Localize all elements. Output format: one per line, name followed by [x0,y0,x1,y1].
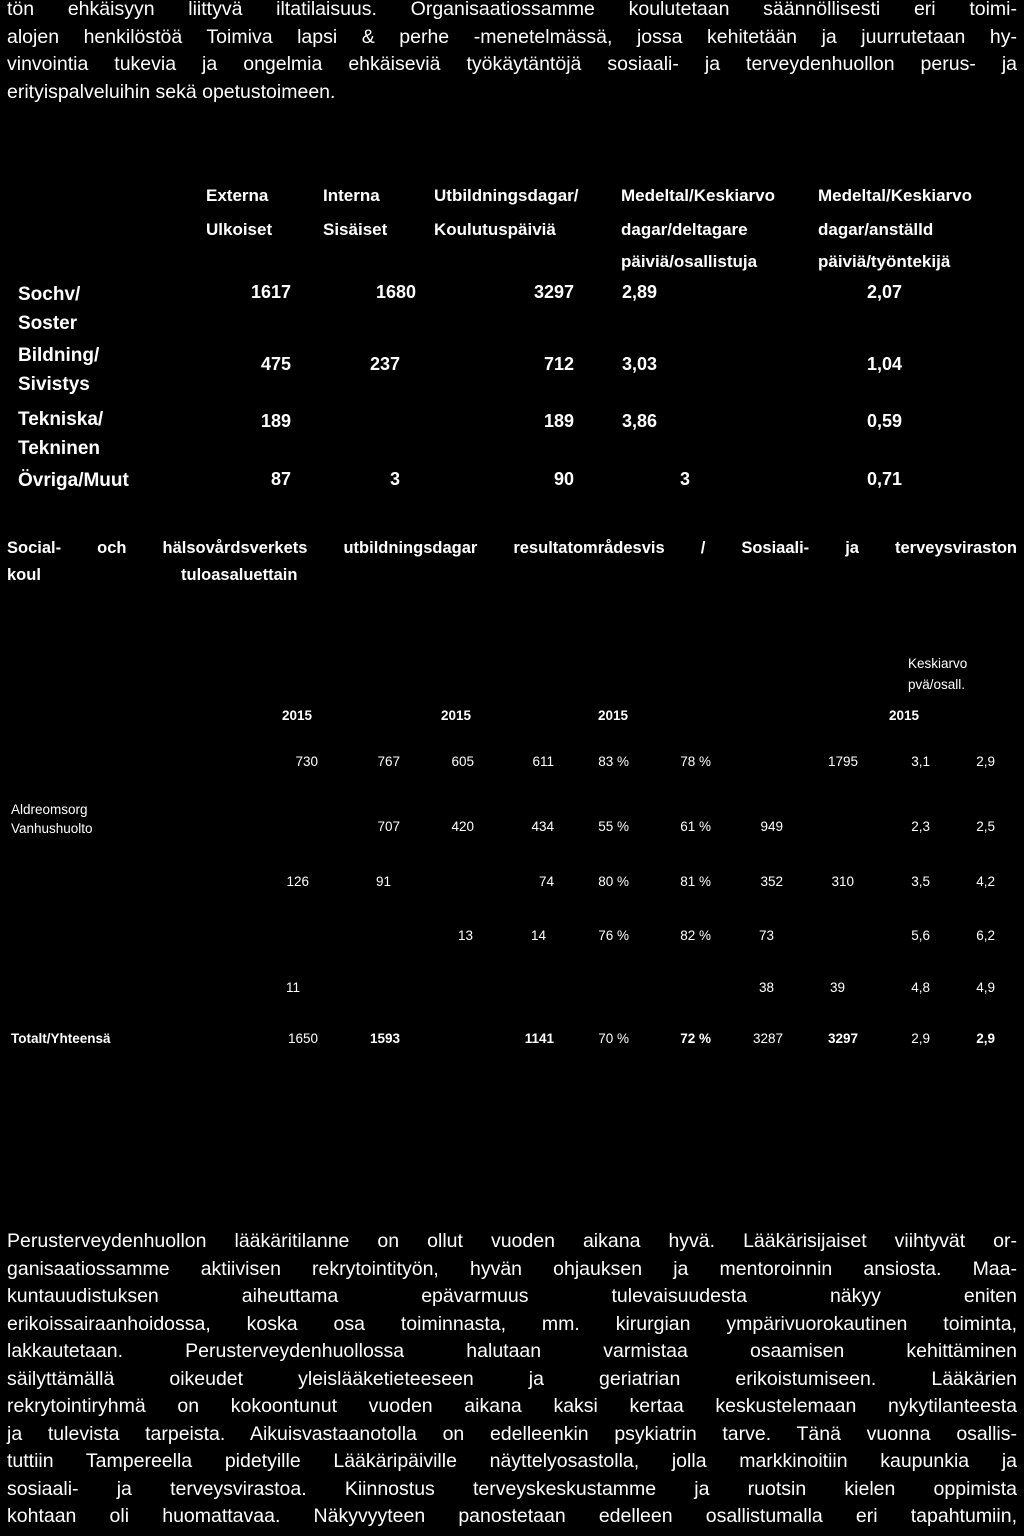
outro-line: rekrytointiryhmä on kokoontunut vuoden aikana kaksi kertaa keskustelemaan nykytilanteesta [7,1395,1017,1417]
t2-cell: 949 [760,819,783,834]
t2-cell: 76 % [598,928,629,943]
outro-paragraph [7,1228,1017,1531]
t2-cell: 126 [286,874,309,889]
cell-interna: 3 [389,469,400,489]
cell-externa: 475 [260,354,291,374]
outro-line: tuttiin Tampereella pidetyille Lääkäripäiville näyttelyosastolla, jolla markkinoitiin kaupunkia ja [7,1450,1017,1472]
t2-cell: 611 [532,754,554,769]
t2-cell: 2,5 [976,819,995,834]
cell-per-anstalld: 0,71 [867,469,903,489]
t2-cell: 3,5 [911,874,930,889]
t2-total-cell: 70 % [598,1031,629,1046]
t2-total-cell: 3297 [827,1031,858,1046]
t2-cell: 4,2 [976,874,995,889]
t2-total-cell: 1593 [369,1031,400,1046]
outro-line: Perusterveydenhuollon lääkäritilanne on ollut vuoden aikana hyvä. Lääkärisijaiset viihtyvät or- [7,1230,1017,1252]
t2-total-cell: 3287 [752,1031,783,1046]
cell-per-deltagare: 3 [680,469,691,489]
cell-externa: 1617 [250,282,291,302]
intro-paragraph [7,0,1017,106]
outro-line: kuntauudistuksen aiheuttama epävarmuus tulevaisuudesta näkyy eniten [7,1285,1017,1307]
row-label-tekniska: Tekniska/ Tekninen [18,409,104,459]
intro-line: alojen henkilöstöä Toimiva lapsi & perhe -menetelmässä, jossa kehitetään ja juurrutetaan hy- [7,25,1017,48]
t2-cell: 74 [538,874,554,889]
t2-cell: 4,8 [911,980,930,995]
t2-cell: 1795 [827,754,858,769]
t2-cell: 82 % [680,928,711,943]
t2-cell: 434 [531,819,554,834]
year-header: 2015 [441,708,472,723]
total-label: Totalt/Yhteensä [11,1031,111,1046]
cell-per-anstalld: 1,04 [867,354,903,374]
cell-per-deltagare: 3,86 [622,411,658,431]
t2-cell: 81 % [680,874,711,889]
t2-cell: 91 [375,874,391,889]
t2-cell: 55 % [598,819,629,834]
t2-cell: 605 [451,754,474,769]
row-label-bildning: Bildning/ Sivistys [18,345,100,395]
outro-line: sosiaali- ja terveysvirastoa. Kiinnostus terveyskeskustamme ja ruotsin kielen oppimista [7,1477,1017,1500]
t2-cell: 38 [758,980,774,995]
outro-line: erikoissairaanhoidossa, koska osa toiminnasta, mm. kirurgian ympärivuorokautinen toiminta, [7,1312,1017,1335]
t2-cell: 707 [377,819,400,834]
t2-cell: 730 [295,754,318,769]
cell-dagar: 712 [543,354,574,374]
t2-cell: 2,3 [911,819,930,834]
t2-cell: 3,1 [911,754,930,769]
cell-per-anstalld: 0,59 [867,411,903,431]
t2-cell: 420 [451,819,474,834]
caption-koul: koul [7,566,41,584]
cell-interna: 237 [369,354,400,374]
cell-externa: 189 [260,411,291,431]
t2-cell: 5,6 [911,928,930,943]
intro-line: tön ehkäisyyn liittyvä iltatilaisuus. Organisaatiossamme koulutetaan säännöllisesti eri toimi- [7,0,1017,20]
row-label-sochv: Sochv/ Soster [18,284,81,334]
year-header: 2015 [282,708,313,723]
outro-line: kohtaan oli huomattavaa. Näkyvyyteen panostetaan edelleen osallistumalla eri tapahtumiin, [7,1505,1017,1527]
t2-cell: 39 [829,980,845,995]
t2-cell: 352 [760,874,783,889]
caption-tuloasaluettain: tuloasaluettain [181,566,298,584]
t2-total-cell: 1650 [287,1031,318,1046]
intro-line: erityispalveluihin sekä opetustoimeen. [7,80,336,103]
cell-dagar: 3297 [533,282,574,302]
t2-cell: 11 [285,980,300,995]
cell-externa: 87 [270,469,291,489]
cell-interna: 1680 [375,282,416,302]
table-caption: Social- och hälsovårdsverkets utbildningsdagar resultatområdesvis / Sosiaali- ja terveysviraston koul tuloasaluettain [7,535,1017,589]
t2-cell: 6,2 [976,928,995,943]
t2-total-cell: 2,9 [976,1031,995,1046]
t2-cell: 83 % [598,754,629,769]
t2-cell: 2,9 [976,754,995,769]
t2-cell: 73 [758,928,774,943]
t2-cell: 14 [530,928,546,943]
row-label-ovriga: Övriga/Muut [18,470,129,491]
cell-dagar: 90 [553,469,574,489]
outro-line: ganisaatiossamme aktiivisen rekrytointityön, hyvän ohjauksen ja mentoroinnin ansiosta. Maa- [7,1257,1017,1280]
keskiarvo-header: Keskiarvo pvä/osall. [908,656,968,692]
cell-per-anstalld: 2,07 [867,282,903,302]
t2-total-cell: 1141 [524,1031,554,1046]
cell-per-deltagare: 2,89 [622,282,658,302]
t2-cell: 4,9 [976,980,995,995]
year-header: 2015 [598,708,629,723]
t2-cell: 80 % [598,874,629,889]
t2-cell: 310 [831,874,854,889]
t2-cell: 78 % [680,754,711,769]
t2-cell: 13 [457,928,473,943]
t2-total-cell: 2,9 [911,1031,930,1046]
intro-line: vinvointia tukevia ja ongelmia ehkäiseviä työkäytäntöjä sosiaali- ja terveydenhuollon perus- ja [7,53,1017,75]
t2-cell: 767 [377,754,400,769]
cell-dagar: 189 [543,411,574,431]
year-header: 2015 [889,708,920,723]
t2-total-cell: 72 % [680,1031,711,1046]
cell-per-deltagare: 3,03 [622,354,658,374]
outro-line: lakkautetaan. Perusterveydenhuollossa halutaan varmistaa osaamisen kehittäminen [7,1340,1017,1362]
aldreomsorg-label: Aldreomsorg Vanhushuolto [11,802,93,836]
outro-line: ja tulevista tarpeista. Aikuisvastaanotolla on edelleenkin psykiatrin tarve. Tänä vuonna osallis- [7,1422,1017,1445]
t2-cell: 61 % [680,819,711,834]
outro-line: säilyttämällä oikeudet yleislääketieteeseen ja geriatrian erikoistumiseen. Lääkärien [7,1367,1017,1390]
